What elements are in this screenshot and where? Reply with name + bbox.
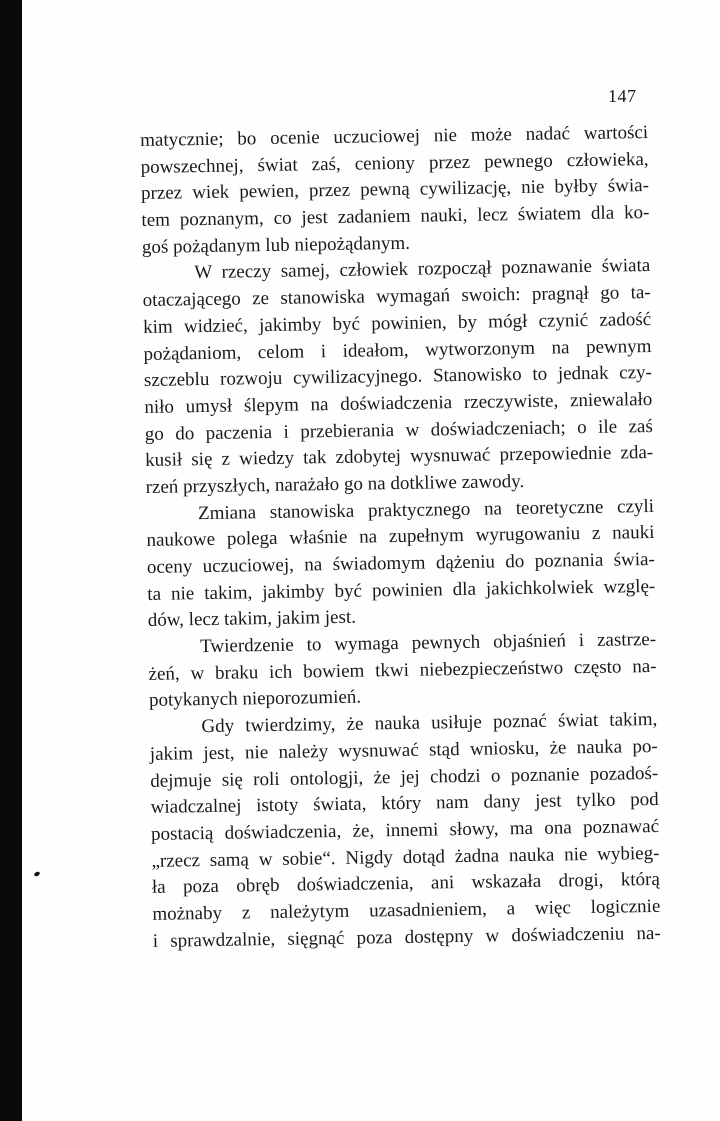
text-line: wiadczalnej istoty świata, który nam dany jest tylko pod <box>150 789 659 819</box>
text-line: żeń, w braku ich bowiem tkwi niebezpieczeństwo często na- <box>148 655 657 685</box>
text-line: pożądaniom, celom i ideałom, wytworzonym na pewnym <box>143 335 652 365</box>
text-line: Twierdzenie to wymaga pewnych objaśnień i zastrze- <box>199 629 657 658</box>
text-line: goś pożądanym lub niepożądanym. <box>141 232 411 258</box>
text-line: możnaby z należytym uzasadnieniem, a więc logicznie <box>152 895 661 925</box>
book-page <box>22 0 720 1121</box>
scan-left-edge <box>0 0 22 1121</box>
page-text <box>140 120 661 955</box>
text-line: oceny uczuciowej, na świadomym dążeniu do poznania świa- <box>146 548 656 578</box>
text-line: go do paczenia i przebierania w doświadczeniach; o ile zaś <box>144 415 653 445</box>
text-line: niło umysł ślepym na doświadczenia rzeczywiste, zniewalało <box>144 388 653 418</box>
text-line: przez wiek pewien, przez pewną cywilizację, nie byłby świa- <box>140 175 650 205</box>
text-line: ła poza obręb doświadczenia, ani wskazała drogi, którą <box>151 869 661 899</box>
text-line: otaczającego ze stanowiska wymagań swoich: pragnął go ta- <box>142 282 651 312</box>
text-line: tem poznanym, co jest zadaniem nauki, lecz światem dla ko- <box>141 202 650 232</box>
text-line: kim widzieć, jakimby być powinien, by mógł czynić zadość <box>142 308 652 338</box>
text-line: Gdy twierdzimy, że nauka usiłuje poznać świat takim, <box>201 709 658 738</box>
text-line: ta nie takim, jakimby być powinien dla jakichkolwiek wzglę- <box>147 575 656 605</box>
text-line: dów, lecz takim, jakim jest. <box>147 607 357 632</box>
text-line: dejmuje się roli ontologji, że jej chodzi o poznanie pozadoś- <box>150 762 659 792</box>
text-line: W rzeczy samej, człowiek rozpoczął poznawanie świata <box>194 255 651 284</box>
page-number: 147 <box>608 86 637 106</box>
text-line: potykanych nieporozumień. <box>148 687 362 712</box>
text-line: jakim jest, nie należy wysnuwać stąd wniosku, że nauka po- <box>149 735 658 765</box>
text-line: naukowe polega właśnie na zupełnym wyrugowaniu z nauki <box>146 522 655 552</box>
text-line: powszechnej, świat zaś, ceniony przez pewnego człowieka, <box>140 148 649 178</box>
text-line: Zmiana stanowiska praktycznego na teoretyczne czyli <box>197 495 655 524</box>
text-line: postacią doświadczenia, że, innemi słowy, ma ona poznawać <box>150 815 660 845</box>
text-line: matycznie; bo ocenie uczuciowej nie może nadać wartości <box>140 122 649 151</box>
text-line: szczeblu rozwoju cywilizacyjnego. Stanowisko to jednak czy- <box>143 362 653 392</box>
text-line: kusił się z wiedzy tak zdobytej wysnuwać przepowiednie zda- <box>145 442 654 472</box>
text-line: i sprawdzalnie, sięgnąć poza dostępny w doświadczeniu na- <box>152 922 661 952</box>
text-line: „rzecz samą w sobie“. Nigdy dotąd żadna nauka nie wybieg- <box>151 842 660 872</box>
text-line: rzeń przyszłych, narażało go na dotkliwe zawody. <box>145 470 525 498</box>
